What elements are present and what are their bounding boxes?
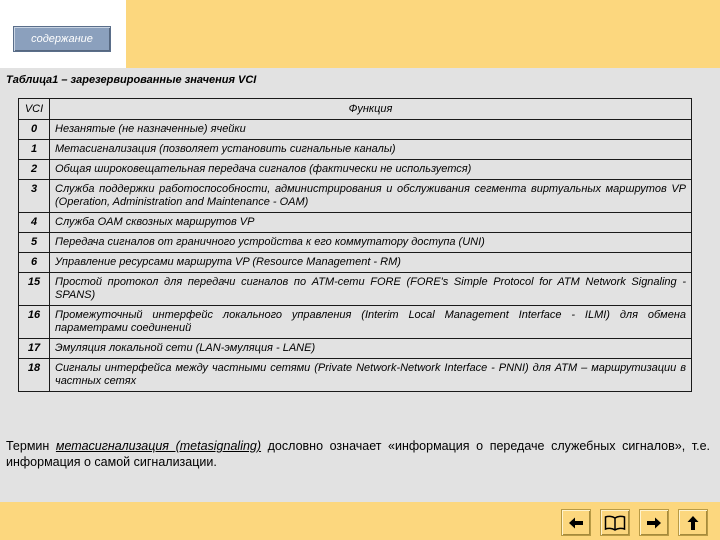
table-header-row: [19, 99, 692, 120]
vci-cell: 5: [19, 233, 50, 253]
arrow-left-icon: [568, 516, 584, 530]
function-cell: Передача сигналов от граничного устройства к его коммутатору доступа (UNI): [50, 233, 692, 253]
nav-forward-button[interactable]: [639, 509, 669, 536]
function-cell: Промежуточный интерфейс локального управления (Interim Local Management Interface - ILMI) для обмена параметрами соединений: [50, 306, 692, 339]
function-cell: Незанятые (не назначенные) ячейки: [50, 120, 692, 140]
table-row: [19, 233, 692, 253]
table-row: [19, 213, 692, 233]
vci-cell: 15: [19, 273, 50, 306]
table-title: Таблица1 – зарезервированные значения VCI: [6, 74, 257, 86]
vci-cell: 4: [19, 213, 50, 233]
arrow-right-icon: [646, 516, 662, 530]
function-cell: Эмуляция локальной сети (LAN-эмуляция - LANE): [50, 339, 692, 359]
vci-cell: 16: [19, 306, 50, 339]
column-header-function: Функция: [50, 99, 692, 120]
table-row: [19, 339, 692, 359]
table-row: [19, 180, 692, 213]
vci-cell: 17: [19, 339, 50, 359]
footer-suffix: дословно означает «информация о передаче служебных сигналов», т.е. информация о самой сигнализации.: [6, 439, 711, 469]
table-row: [19, 359, 692, 392]
book-icon: [604, 515, 626, 531]
table-row: [19, 306, 692, 339]
vci-cell: 6: [19, 253, 50, 273]
vci-cell: 0: [19, 120, 50, 140]
footer-prefix: Термин: [6, 439, 56, 453]
function-cell: Сигналы интерфейса между частными сетями (Private Network-Network Interface - PNNI) для ATM – маршрутизации в частных сетях: [50, 359, 692, 392]
vci-cell: 18: [19, 359, 50, 392]
table-row: [19, 253, 692, 273]
function-cell: Служба поддержки работоспособности, администрирования и обслуживания сегмента виртуальных маршрутов VP (Operation, Administration and Maintenance - OAM): [50, 180, 692, 213]
arrow-up-icon: [686, 515, 700, 531]
table-row: [19, 140, 692, 160]
function-cell: Метасигнализация (позволяет установить сигнальные каналы): [50, 140, 692, 160]
vci-cell: 2: [19, 160, 50, 180]
vci-cell: 1: [19, 140, 50, 160]
function-cell: Общая широковещательная передача сигналов (фактически не используется): [50, 160, 692, 180]
table-row: [19, 160, 692, 180]
vci-cell: 3: [19, 180, 50, 213]
footer-term-link[interactable]: метасигнализация (metasignaling): [55, 439, 262, 453]
function-cell: Управление ресурсами маршрута VP (Resource Management - RM): [50, 253, 692, 273]
function-cell: Служба OAM сквозных маршрутов VP: [50, 213, 692, 233]
function-cell: Простой протокол для передачи сигналов по ATM-сети FORE (FORE's Simple Protocol for ATM Network Signaling - SPANS): [50, 273, 692, 306]
toc-button[interactable]: содержание: [13, 26, 111, 52]
footer-paragraph: [6, 438, 710, 470]
column-header-vci: VCI: [19, 99, 50, 120]
nav-contents-button[interactable]: [600, 509, 630, 536]
nav-up-button[interactable]: [678, 509, 708, 536]
vci-table: [18, 98, 692, 392]
nav-back-button[interactable]: [561, 509, 591, 536]
table-row: [19, 120, 692, 140]
table-row: [19, 273, 692, 306]
